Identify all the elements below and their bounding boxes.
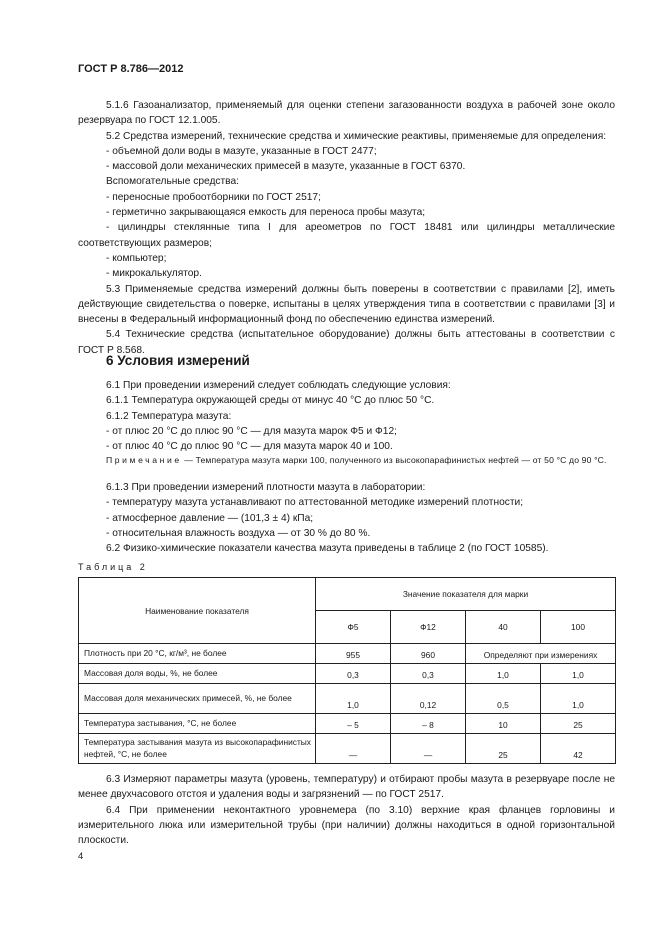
cell-value: — [391,734,466,764]
table-row [79,664,616,684]
column-header-grade: 100 [541,611,616,644]
column-header-grade: Ф5 [316,611,391,644]
cell-value: – 5 [316,714,391,734]
list-item: - герметично закрывающаяся емкость для переноса пробы мазута; [106,207,426,219]
cell-value: 0,3 [391,664,466,684]
aux-means-heading: Вспомогательные средства: [106,176,239,188]
section-6-text-cont [78,480,615,556]
table-row [79,644,616,664]
cell-value: 25 [466,734,541,764]
column-group-header: Значение показателя для марки [316,578,616,611]
cell-value: 1,0 [316,684,391,714]
row-name: Температура застывания, °С, не более [79,714,316,734]
cell-value: 0,12 [391,684,466,714]
paragraph-6-1-1: 6.1.1 Температура окружающей среды от минус 40 °С до плюс 50 °С. [106,395,435,407]
list-item: - от плюс 40 °С до плюс 90 °С — для мазута марок 40 и 100. [106,441,393,453]
table-row [79,714,616,734]
cell-value: 10 [466,714,541,734]
cell-value: 960 [391,644,466,664]
table-row [79,684,616,714]
list-item: - массовой доли механических примесей в мазуте, указанные в ГОСТ 6370. [106,161,466,173]
paragraph-6-1-2: 6.1.2 Температура мазута: [106,410,232,422]
row-name: Плотность при 20 °С, кг/м³, не более [79,644,316,664]
cell-value: Определяют при измерениях [466,644,616,664]
cell-value: 1,0 [541,664,616,684]
note-label: Примечание [106,455,182,465]
paragraph-5-4: 5.4 Технические средства (испытательное оборудование) должны быть аттестованы в соответствии с ГОСТ Р 8.568. [78,329,615,356]
paragraph-5-1-6: 5.1.6 Газоанализатор, применяемый для оценки степени загазованности воздуха в рабочей зоне около резервуара по ГОСТ 12.1.005. [78,100,615,127]
list-item: - объемной доли воды в мазуте, указанные в ГОСТ 2477; [106,145,377,157]
cell-value: 1,0 [541,684,616,714]
row-name: Массовая доля механических примесей, %, не более [79,684,316,714]
list-item: - микрокалькулятор. [106,268,202,280]
cell-value: – 8 [391,714,466,734]
column-header-grade: 40 [466,611,541,644]
paragraph-6-4: 6.4 При применении неконтактного уровнемера (по 3.10) верхние края фланцев горловины и измерительного люка или измерительной трубы (при наличии) должны находиться в одной горизонтальной плоскости. [78,804,615,847]
table-caption: Таблица 2 [78,562,148,572]
page-number: 4 [78,851,84,862]
cell-value: 0,5 [466,684,541,714]
section-5-text [78,98,615,358]
list-item: - относительная влажность воздуха — от 30 % до 80 %. [106,527,371,539]
section-6-text [78,378,615,454]
paragraph-5-3: 5.3 Применяемые средства измерений должны быть поверены в соответствии с правилами [2], иметь действующие свидетельства о поверке, испытаны в целях утверждения типа в соответствии с правилами [3] и внесены в Федеральный информационный фонд по обеспечению единства измерений. [78,283,615,326]
paragraph-6-1-3: 6.1.3 При проведении измерений плотности мазута в лаборатории: [106,482,426,493]
paragraph-5-2: 5.2 Средства измерений, технические средства и химические реактивы, применяемые для определения: [106,130,607,142]
paragraph-6-3: 6.3 Измеряют параметры мазута (уровень, температуру) и отбирают пробы мазута в резервуаре после не менее двухчасового отстоя и удаления воды и загрязнений — по ГОСТ 2517. [78,774,615,801]
document-header: ГОСТ Р 8.786—2012 [78,63,184,75]
note-text: — Температура мазута марки 100, полученного из высокопарафинистых нефтей — от 50 °С до 90 °С. [184,455,607,465]
cell-value: 0,3 [316,664,391,684]
table-row [79,734,616,764]
column-header-name: Наименование показателя [79,578,316,644]
section-6-text-end [78,772,615,848]
cell-value: 25 [541,714,616,734]
table-2 [78,577,616,764]
column-header-grade: Ф12 [391,611,466,644]
list-item: - компьютер; [106,252,167,264]
cell-value: 1,0 [466,664,541,684]
list-item: - температуру мазута устанавливают по аттестованной методике измерений плотности; [106,497,524,509]
list-item: - атмосферное давление — (101,3 ± 4) кПа; [106,512,314,524]
cell-value: 42 [541,734,616,764]
row-name: Массовая доля воды, %, не более [79,664,316,684]
list-item: - переносные пробоотборники по ГОСТ 2517; [106,191,321,203]
note [78,454,615,468]
cell-value: 955 [316,644,391,664]
cell-value: — [316,734,391,764]
paragraph-6-1: 6.1 При проведении измерений следует соблюдать следующие условия: [106,380,451,391]
section-6-title: 6 Условия измерений [106,353,250,368]
paragraph-6-2: 6.2 Физико-химические показатели качества мазута приведены в таблице 2 (по ГОСТ 10585). [106,543,549,555]
row-name: Температура застывания мазута из высокопарафинистых нефтей, °С, не более [79,734,316,764]
list-item: - от плюс 20 °С до плюс 90 °С — для мазута марок Ф5 и Ф12; [106,425,397,437]
list-item: - цилиндры стеклянные типа I для ареометров по ГОСТ 18481 или цилиндры металлические соответствующих размеров; [78,222,615,249]
